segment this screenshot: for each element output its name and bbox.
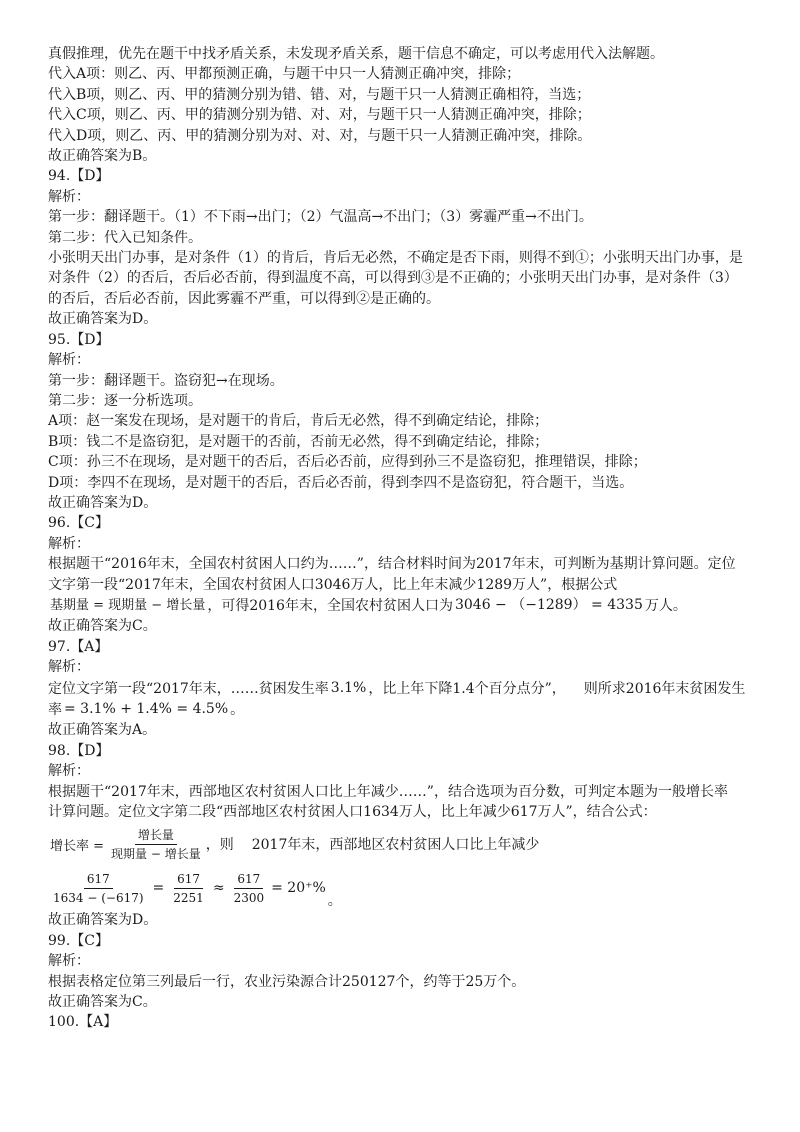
text-fragment: 。 — [327, 893, 342, 910]
text-line: 代入B项，则乙、丙、甲的猜测分别为错、错、对，与题干只一人猜测正确相符，当选； — [48, 86, 591, 103]
approx-sign: ≈ — [212, 880, 225, 897]
text-line: 第二步：逐一分析选项。 — [48, 392, 202, 409]
answer-line: 故正确答案为A。 — [48, 722, 157, 739]
text-line: 计算问题。定位文字第二段“西部地区农村贫困人口1634万人，比上年减少617万人”，结合公式： — [48, 804, 657, 821]
answer-line: 故正确答案为D。 — [48, 912, 158, 929]
answer-explanations-page — [48, 44, 760, 1033]
analysis-label: 解析： — [48, 352, 90, 369]
calculation: = 3.1% + 1.4% = 4.5% — [64, 701, 229, 717]
text-line: 代入C项，则乙、丙、甲的猜测分别为错、对、对，与题干只一人猜测正确冲突，排除； — [48, 107, 591, 124]
formula-line — [48, 678, 760, 699]
text-line: 对条件（2）的否后，否后必否前，得到温度不高，可以得到③是不正确的；小张明天出门办事，是对条件（3） — [48, 270, 738, 287]
text-line: B项：钱二不是盗窃犯，是对题干的否前，否前无必然，得不到确定结论，排除； — [48, 433, 549, 450]
question-heading: 100.【A】 — [48, 1014, 118, 1031]
text-line: 代入D项，则乙、丙、甲的猜测分别为对、对、对，与题干只一人猜测正确冲突，排除。 — [48, 127, 592, 144]
question-heading: 99.【C】 — [48, 932, 109, 949]
formula-line — [48, 595, 760, 616]
formula-fraction — [108, 827, 204, 862]
text-fragment: ，可得2016年末，全国农村贫困人口为 — [207, 597, 453, 614]
analysis-label: 解析： — [48, 535, 90, 552]
text-line: 根据题干“2017年末，西部地区农村贫困人口比上年减少……”，结合选项为百分数，可判定本题为一般增长率 — [48, 783, 728, 800]
base-period-formula: 基期量 = 现期量 − 增长量 — [50, 597, 206, 613]
text-line: 真假推理，优先在题干中找矛盾关系，未发现矛盾关系，题干信息不确定，可以考虑用代入法解题。 — [48, 46, 664, 62]
text-fragment: 率 — [48, 702, 62, 718]
fraction-denominator: 1634 − (−617) — [53, 890, 144, 905]
question-heading: 98.【D】 — [48, 742, 110, 759]
text-line: 文字第一段“2017年末，全国农村贫困人口3046万人，比上年末减少1289万人”，根据公式 — [48, 576, 618, 593]
fraction-numerator: 617 — [174, 871, 203, 889]
text-line: 第一步：翻译题干。盗窃犯→在现场。 — [48, 372, 284, 389]
calc-fraction-2 — [170, 871, 207, 906]
text-fragment: 。 — [230, 702, 245, 718]
text-fragment: 则所求2016年末贫困发生 — [583, 680, 746, 697]
fraction-denominator: 现期量 − 增长量 — [111, 846, 201, 861]
text-line: C项：孙三不在现场，是对题干的否后，否后必否前，应得到孙三不是盗窃犯，推理错误，排除； — [48, 454, 647, 471]
analysis-label: 解析： — [48, 659, 90, 676]
fraction-denominator: 2300 — [233, 890, 265, 905]
growth-rate-formula — [48, 822, 760, 866]
question-heading: 95.【D】 — [48, 331, 110, 348]
answer-line: 故正确答案为B。 — [48, 148, 157, 165]
answer-line: 故正确答案为C。 — [48, 618, 157, 635]
text-line: D项：李四不在现场，是对题干的否后，否后必否前，得到李四不是盗窃犯，符合题干，当选。 — [48, 474, 634, 491]
calculation: 3046 − （−1289） = 4335 — [454, 596, 643, 613]
text-fragment: ，比上年下降1.4个百分点分”， — [368, 680, 566, 697]
fraction-numerator: 增长量 — [135, 827, 177, 845]
text-fragment: 定位文字第一段“2017年末，……贫困发生率 — [48, 680, 329, 697]
text-line: 小张明天出门办事，是对条件（1）的肯后，肯后无必然，不确定是否下雨，则得不到①；小张明天出门办事，是 — [48, 250, 743, 267]
analysis-label: 解析： — [48, 188, 90, 205]
text-line: 根据题干“2016年末，全国农村贫困人口约为……”，结合材料时间为2017年末，可判断为基期计算问题。定位 — [48, 556, 736, 573]
formula-line — [48, 699, 760, 720]
text-line: 第二步：代入已知条件。 — [48, 229, 202, 246]
text-fragment: 万人。 — [644, 597, 687, 614]
text-line: 根据表格定位第三列最后一行，农业污染源合计250127个，约等于25万个。 — [48, 973, 526, 990]
question-heading: 94.【D】 — [48, 168, 110, 185]
equals-sign: = — [152, 880, 165, 897]
result-value: = 20⁺% — [271, 880, 326, 897]
question-heading: 96.【C】 — [48, 515, 109, 532]
answer-line: 故正确答案为D。 — [48, 494, 158, 511]
text-fragment: 2017年末，西部地区农村贫困人口比上年减少 — [251, 837, 540, 854]
question-heading: 97.【A】 — [48, 638, 109, 655]
text-line: 第一步：翻译题干。（1）不下雨→出门；（2）气温高→不出门；（3）雾霾严重→不出门。 — [48, 209, 593, 226]
rate-value: 3.1% — [330, 679, 367, 696]
analysis-label: 解析： — [48, 763, 90, 780]
text-fragment: ，则 — [205, 837, 234, 854]
answer-line: 故正确答案为C。 — [48, 994, 157, 1011]
fraction-denominator: 2251 — [173, 890, 204, 905]
analysis-label: 解析： — [48, 953, 90, 970]
fraction-numerator: 617 — [234, 871, 263, 889]
text-line: 的否后，否后必否前，因此雾霾不严重，可以得到②是正确的。 — [48, 290, 440, 307]
text-line: 代入A项：则乙、丙、甲都预测正确，与题干中只一人猜测正确冲突，排除； — [48, 66, 521, 83]
fraction-numerator: 617 — [84, 871, 113, 889]
formula-lhs: 增长率 = — [50, 838, 105, 854]
calculation-row — [48, 866, 760, 910]
calc-fraction-3 — [231, 871, 268, 906]
text-line: A项：赵一案发在现场，是对题干的肯后，肯后无必然，得不到确定结论，排除； — [48, 413, 549, 430]
calc-fraction-1 — [50, 871, 147, 906]
answer-line: 故正确答案为D。 — [48, 311, 158, 328]
